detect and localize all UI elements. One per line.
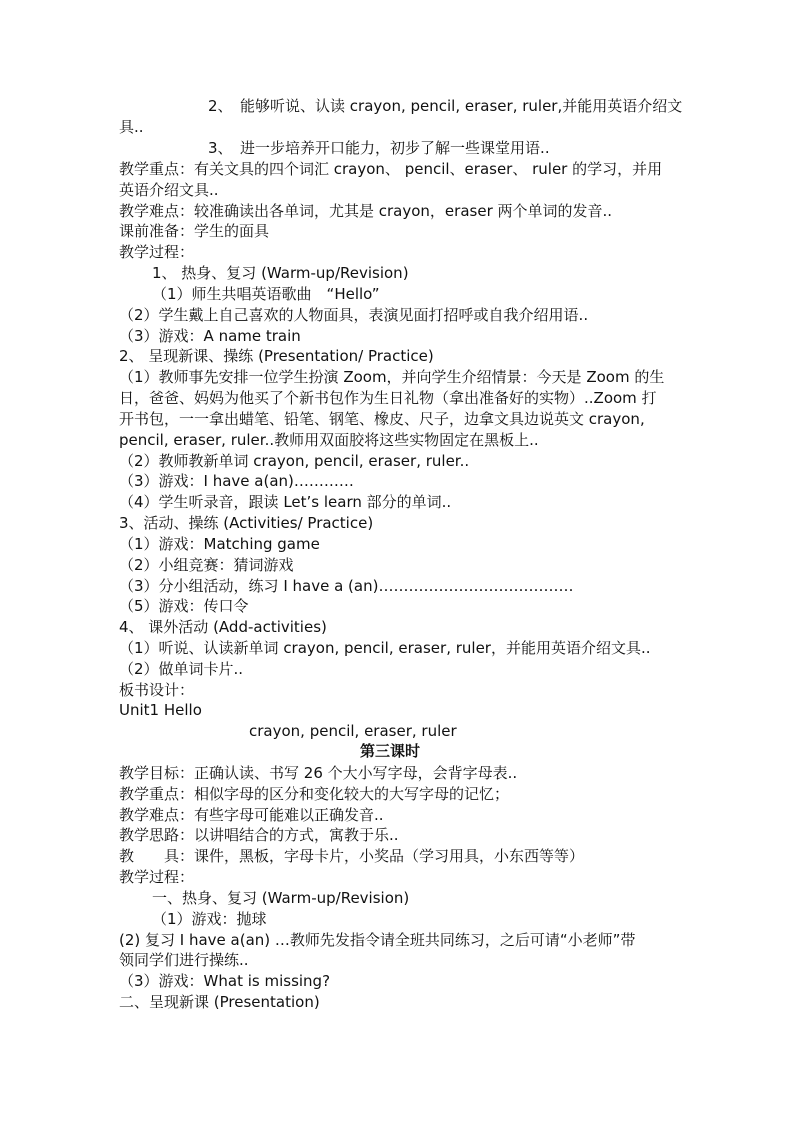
step-2-item-4: （4）学生听录音，跟读 Let’s learn 部分的单词.. (119, 493, 452, 511)
goal-2-line: 2、 能够听说、认读 crayon, pencil, eraser, ruler,并能用英语介绍文 (208, 97, 683, 115)
part-1-item-3: （3）游戏：What is missing? (119, 972, 331, 990)
goal-3-line: 3、 进一步培养开口能力，初步了解一些课堂用语.. (208, 139, 550, 157)
step-4-item-1: （1）听说、认读新单词 crayon, pencil, eraser, ruler，并能用英语介绍文具.. (119, 639, 651, 657)
board-unit-title: Unit1 Hello (119, 701, 202, 719)
step-4-heading: 4、 课外活动 (Add-activities) (119, 618, 327, 636)
step-1-item-2: （2）学生戴上自己喜欢的人物面具，表演见面打招呼或自我介绍用语.. (119, 306, 589, 324)
step-3-item-5: （5）游戏：传口令 (119, 597, 249, 615)
step-2-item-2: （2）教师教新单词 crayon, pencil, eraser, ruler.. (119, 452, 470, 470)
step-3-item-2: （2）小组竞赛：猜词游戏 (119, 556, 294, 574)
materials-line: 教 具：课件，黑板，字母卡片，小奖品（学习用具，小东西等等） (119, 847, 585, 865)
part-1-item-1: （1）游戏：抛球 (152, 910, 267, 928)
part-1-heading: 一、热身、复习 (Warm-up/Revision) (152, 889, 410, 907)
process-heading: 教学过程： (119, 243, 195, 261)
step-1-item-3: （3）游戏：A name train (119, 327, 301, 345)
step-3-item-3: （3）分小组活动，练习 I have a (an)………………………………… (119, 577, 574, 595)
preparation-line: 课前准备：学生的面具 (119, 222, 270, 240)
part-1-item-2-line-1: (2) 复习 I have a(an) …教师先发指令请全班共同练习，之后可请“小老师”带 (119, 931, 636, 949)
step-2-heading: 2、 呈现新课、操练 (Presentation/ Practice) (119, 347, 434, 365)
step-2-item-3: （3）游戏：I have a(an)………… (119, 472, 354, 490)
board-words: crayon, pencil, eraser, ruler (249, 722, 457, 740)
step-1-heading: 1、 热身、复习 (Warm-up/Revision) (152, 264, 409, 282)
goal-2-continuation: 具.. (119, 118, 144, 136)
step-3-item-1: （1）游戏：Matching game (119, 535, 320, 553)
step-2-item-1-line-4: pencil, eraser, ruler..教师用双面胶将这些实物固定在黑板上.. (119, 431, 539, 449)
difficulty-line: 教学难点：有些字母可能难以正确发音.. (119, 806, 384, 824)
approach-line: 教学思路：以讲唱结合的方式，寓教于乐.. (119, 826, 399, 844)
key-points-continuation: 英语介绍文具.. (119, 181, 219, 199)
step-2-item-1-line-1: （1）教师事先安排一位学生扮演 Zoom，并向学生介绍情景：今天是 Zoom 的生 (119, 368, 665, 386)
lesson-3-title: 第三课时 (360, 742, 421, 760)
key-point-line: 教学重点：相似字母的区分和变化较大的大写字母的记忆； (119, 785, 510, 803)
key-points-line: 教学重点：有关文具的四个词汇 crayon、 pencil、eraser、 ruler 的学习，并用 (119, 160, 663, 178)
step-2-item-1-line-2: 日，爸爸、妈妈为他买了个新书包作为生日礼物（拿出准备好的实物）..Zoom 打 (119, 389, 657, 407)
step-2-item-1-line-3: 开书包，一一拿出蜡笔、铅笔、钢笔、橡皮、尺子，边拿文具边说英文 crayon, (119, 410, 645, 428)
part-2-heading: 二、呈现新课 (Presentation) (119, 993, 320, 1011)
objective-line: 教学目标：正确认读、书写 26 个大小写字母，会背字母表.. (119, 764, 518, 782)
lesson-3-process-heading: 教学过程： (119, 868, 195, 886)
step-1-item-1: （1）师生共唱英语歌曲 “Hello” (152, 285, 380, 303)
difficulties-line: 教学难点：较准确读出各单词，尤其是 crayon，eraser 两个单词的发音.. (119, 202, 613, 220)
part-1-item-2-line-2: 领同学们进行操练.. (119, 951, 249, 969)
board-design-heading: 板书设计： (119, 681, 195, 699)
step-4-item-2: （2）做单词卡片.. (119, 660, 244, 678)
step-3-heading: 3、活动、操练 (Activities/ Practice) (119, 514, 374, 532)
